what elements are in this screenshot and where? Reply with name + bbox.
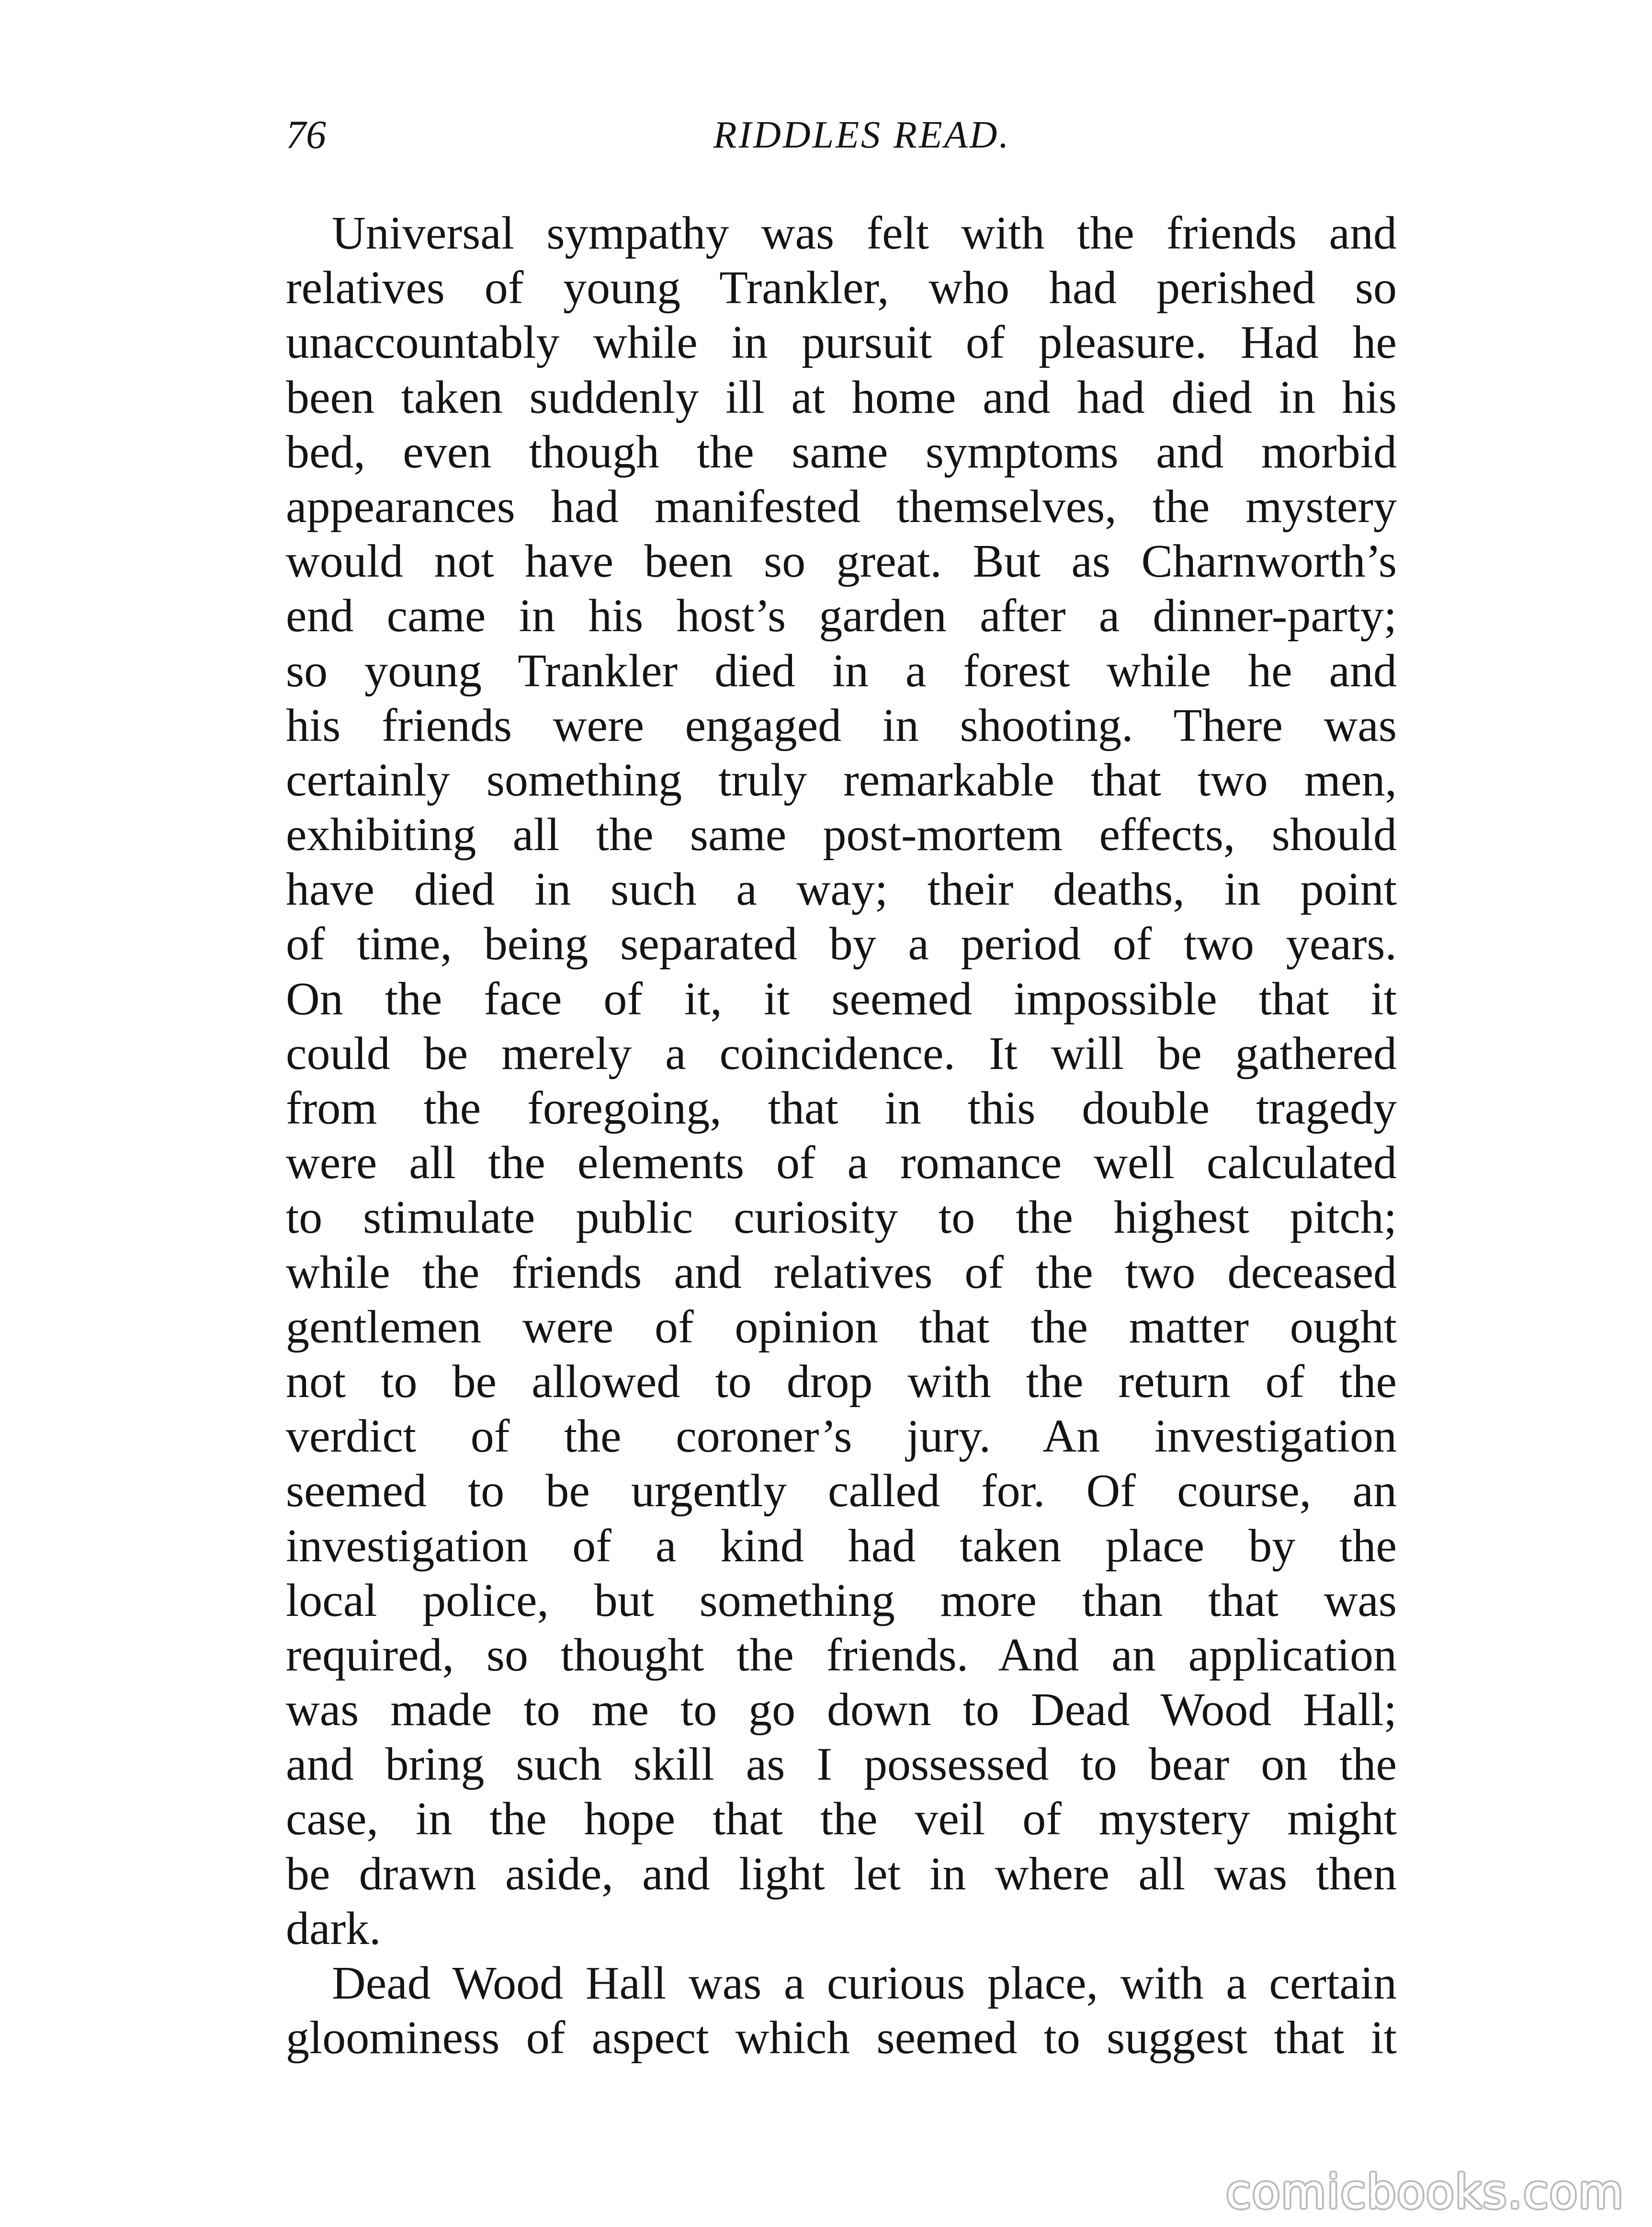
text-line: was made to me to go down to Dead Wood Hall;	[286, 1684, 1397, 1736]
body-text	[286, 206, 1397, 2065]
text-line: been taken suddenly ill at home and had died in his	[286, 371, 1397, 423]
text-line: investigation of a kind had taken place by the	[286, 1520, 1397, 1572]
text-line: unaccountably while in pursuit of pleasure. Had he	[286, 317, 1397, 369]
text-line: seemed to be urgently called for. Of course, an	[286, 1465, 1397, 1517]
text-line: were all the elements of a romance well calculated	[286, 1137, 1397, 1189]
text-line: case, in the hope that the veil of mystery might	[286, 1793, 1397, 1845]
text-line: could be merely a coincidence. It will be gathered	[286, 1027, 1397, 1079]
text-line: not to be allowed to drop with the return of the	[286, 1355, 1397, 1408]
paragraph	[286, 1956, 1397, 2065]
text-line: would not have been so great. But as Charnworth’s	[286, 535, 1397, 588]
text-line: relatives of young Trankler, who had perished so	[286, 262, 1397, 314]
text-line: his friends were engaged in shooting. There was	[286, 699, 1397, 751]
text-line: bed, even though the same symptoms and morbid	[286, 426, 1397, 478]
text-line: Dead Wood Hall was a curious place, with a certain	[332, 1957, 1397, 2009]
text-line: of time, being separated by a period of two years.	[286, 918, 1397, 970]
text-line: required, so thought the friends. And an application	[286, 1629, 1397, 1681]
text-line: gentlemen were of opinion that the matter ought	[286, 1301, 1397, 1353]
running-title: RIDDLES READ.	[713, 114, 1011, 156]
text-line: from the foregoing, that in this double tragedy	[286, 1082, 1397, 1134]
text-line: end came in his host’s garden after a dinner-party;	[286, 590, 1397, 642]
watermark: comicbooks.com	[1225, 2165, 1624, 2219]
text-line: exhibiting all the same post-mortem effects, should	[286, 809, 1397, 861]
text-line: Universal sympathy was felt with the friends and	[332, 207, 1397, 259]
text-line: certainly something truly remarkable that two men,	[286, 754, 1397, 806]
text-line: verdict of the coroner’s jury. An investigation	[286, 1410, 1397, 1463]
text-line: and bring such skill as I possessed to bear on the	[286, 1738, 1397, 1791]
text-line: gloominess of aspect which seemed to suggest that it	[286, 2012, 1397, 2064]
text-line: to stimulate public curiosity to the highest pitch;	[286, 1192, 1397, 1244]
text-line: so young Trankler died in a forest while he and	[286, 645, 1397, 697]
text-line: local police, but something more than that was	[286, 1574, 1397, 1626]
paragraph	[286, 206, 1397, 1956]
text-line: On the face of it, it seemed impossible that it	[286, 973, 1397, 1025]
text-line: while the friends and relatives of the two deceased	[286, 1246, 1397, 1298]
text-line: appearances had manifested themselves, the mystery	[286, 480, 1397, 533]
text-line: dark.	[286, 1902, 381, 1954]
page-number: 76	[286, 113, 326, 157]
text-line: be drawn aside, and light let in where all was then	[286, 1848, 1397, 1900]
text-line: have died in such a way; their deaths, in point	[286, 864, 1397, 916]
